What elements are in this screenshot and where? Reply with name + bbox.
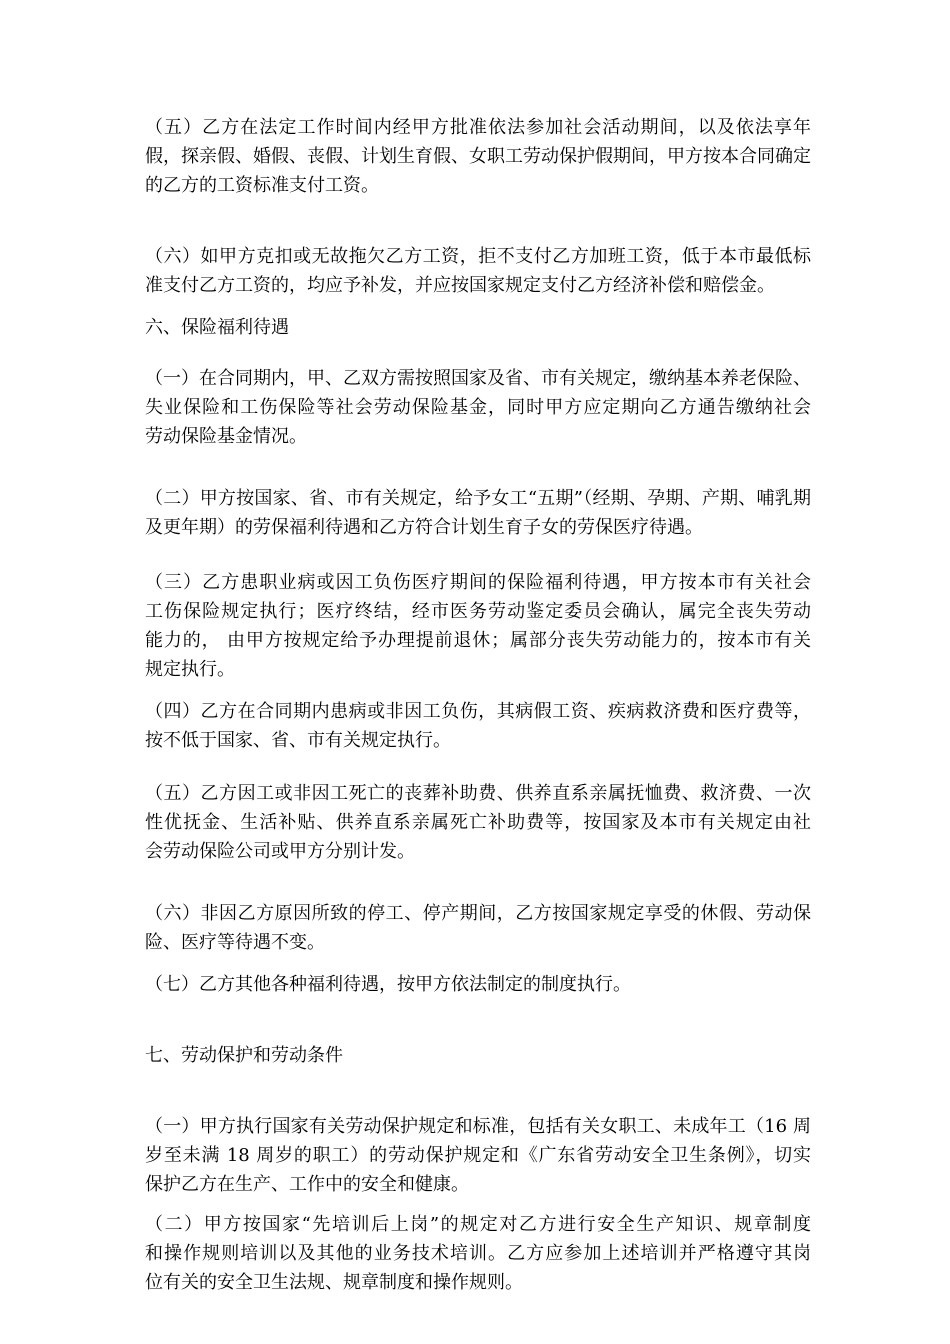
paragraph — [145, 568, 811, 684]
paragraph-line: 工伤保险规定执行；医疗终结，经市医务劳动鉴定委员会确认，属完全丧失劳动 — [145, 601, 811, 622]
paragraph-line: 准支付乙方工资的，均应予补发，并应按国家规定支付乙方经济补偿和赔偿金。 — [145, 275, 775, 296]
paragraph — [145, 779, 811, 866]
paragraph-line: 的乙方的工资标准支付工资。 — [145, 175, 379, 196]
paragraph-line: 劳动保险基金情况。 — [145, 426, 307, 447]
paragraph-line: （五）乙方因工或非因工死亡的丧葬补助费、供养直系亲属抚恤费、救济费、一次 — [145, 783, 811, 804]
paragraph-line: （七）乙方其他各种福利待遇，按甲方依法制定的制度执行。 — [145, 974, 631, 995]
paragraph — [145, 1041, 811, 1070]
paragraph-line: 位有关的安全卫生法规、规章制度和操作规则。 — [145, 1272, 523, 1293]
paragraph-line: （三）乙方患职业病或因工负伤医疗期间的保险福利待遇，甲方按本市有关社会 — [145, 572, 811, 593]
paragraph-line: 性优抚金、生活补贴、供养直系亲属死亡补助费等，按国家及本市有关规定由社 — [145, 812, 811, 833]
paragraph-line: 保护乙方在生产、工作中的安全和健康。 — [145, 1174, 469, 1195]
paragraph-line: 险、医疗等待遇不变。 — [145, 932, 325, 953]
paragraph-line: （四）乙方在合同期内患病或非因工负伤，其病假工资、疾病救济费和医疗费等， — [145, 701, 811, 722]
paragraph-line: 岁至未满 18 周岁的职工）的劳动保护规定和《广东省劳动安全卫生条例》，切实 — [145, 1145, 811, 1166]
paragraph-line: （六）非因乙方原因所致的停工、停产期间，乙方按国家规定享受的休假、劳动保 — [145, 903, 811, 924]
paragraph-line: 规定执行。 — [145, 659, 235, 680]
paragraph-line: 及更年期）的劳保福利待遇和乙方符合计划生育子女的劳保医疗待遇。 — [145, 517, 703, 538]
paragraph-line: 和操作规则培训以及其他的业务技术培训。乙方应参加上述培训并严格遵守其岗 — [145, 1243, 811, 1264]
paragraph-line: 假，探亲假、婚假、丧假、计划生育假、女职工劳动保护假期间，甲方按本合同确定 — [145, 146, 811, 167]
paragraph — [145, 313, 811, 342]
paragraph — [145, 899, 811, 957]
paragraph-line: 失业保险和工伤保险等社会劳动保险基金，同时甲方应定期向乙方通告缴纳社会 — [145, 397, 811, 418]
paragraph — [145, 484, 811, 542]
paragraph-line: （二）甲方按国家、省、市有关规定，给予女工“五期”（经期、孕期、产期、哺乳期 — [145, 488, 811, 509]
paragraph-line: 七、劳动保护和劳动条件 — [145, 1045, 343, 1066]
paragraph-line: （一）在合同期内，甲、乙双方需按照国家及省、市有关规定，缴纳基本养老保险、 — [145, 368, 811, 389]
paragraph-line: （六）如甲方克扣或无故拖欠乙方工资，拒不支付乙方加班工资，低于本市最低标 — [145, 246, 811, 267]
paragraph — [145, 1112, 811, 1199]
paragraph-line: 会劳动保险公司或甲方分别计发。 — [145, 841, 415, 862]
paragraph — [145, 970, 811, 999]
paragraph — [145, 113, 811, 200]
paragraph-line: （五）乙方在法定工作时间内经甲方批准依法参加社会活动期间，以及依法享年 — [145, 117, 811, 138]
paragraph — [145, 1210, 811, 1297]
paragraph — [145, 242, 811, 300]
paragraph-line: （一）甲方执行国家有关劳动保护规定和标准，包括有关女职工、未成年工（16 周 — [145, 1116, 811, 1137]
paragraph-line: 按不低于国家、省、市有关规定执行。 — [145, 730, 451, 751]
paragraph-line: 六、保险福利待遇 — [145, 317, 289, 338]
paragraph — [145, 697, 811, 755]
paragraph-line: 能力的， 由甲方按规定给予办理提前退休；属部分丧失劳动能力的，按本市有关 — [145, 630, 811, 651]
paragraph — [145, 364, 811, 451]
paragraph-line: （二）甲方按国家“先培训后上岗”的规定对乙方进行安全生产知识、规章制度 — [145, 1214, 811, 1235]
